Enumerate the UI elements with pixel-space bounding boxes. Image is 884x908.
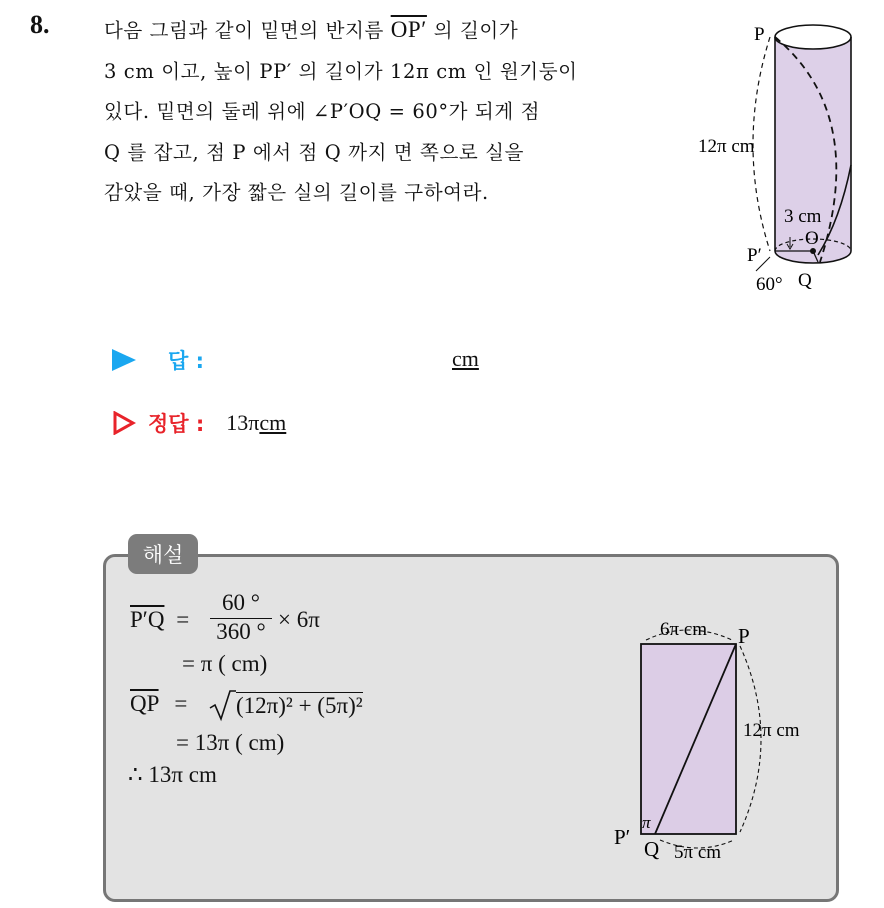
explanation-line-2: = π ( cm): [182, 651, 268, 676]
label-pi: π: [642, 813, 651, 832]
correct-answer-row: [112, 408, 286, 438]
fraction-numerator: 60 °: [222, 590, 260, 615]
cylinder-figure: [690, 15, 870, 300]
correct-value-number: 13π: [226, 410, 260, 435]
explanation-line-1: [130, 607, 189, 633]
segment-p-prime-q: P′Q: [130, 607, 165, 632]
cylinder-top-face: [775, 25, 851, 49]
explanation-line-3: [130, 691, 187, 717]
explanation-line-5: ∴ 13π cm: [128, 762, 217, 787]
sqrt-icon: [208, 688, 236, 722]
label-q: Q: [644, 837, 660, 861]
net-rectangle: [641, 644, 736, 834]
correct-label: 정답 :: [148, 412, 205, 436]
segment-qp: $\overline{QP}$: [130, 691, 159, 716]
question-line-3: 있다. 밑면의 둘레 위에 ∠P′OQ = 60°가 되게 점: [104, 100, 541, 123]
label-bottom: 5π cm: [674, 842, 722, 863]
question-number: 8.: [30, 10, 50, 39]
fraction: [210, 590, 272, 645]
fraction-tail: × 6π: [278, 607, 320, 632]
correct-value-unit: cm: [259, 410, 287, 435]
label-right: 12π cm: [743, 720, 800, 741]
height-dimension-arc: [753, 37, 770, 251]
question-line-1-pre: 다음 그림과 같이 밑면의 반지름: [104, 19, 391, 42]
answer-row: [112, 345, 204, 375]
question-line-1: [104, 10, 674, 52]
explanation-tag: 해설: [128, 534, 198, 574]
equals-sign: =: [176, 607, 190, 632]
label-p-prime: P′: [747, 245, 762, 266]
net-figure: [610, 612, 825, 867]
label-angle: 60°: [756, 274, 783, 295]
fraction-denominator: 360 °: [210, 618, 272, 645]
play-marker-icon: [112, 349, 136, 371]
label-o: O: [805, 228, 819, 249]
question-line-1-post: 의 길이가: [426, 19, 519, 42]
label-p: P: [754, 24, 765, 45]
question-line-2: 3 cm 이고, 높이 PP′ 의 길이가 12π cm 인 원기둥이: [104, 59, 578, 83]
equals-sign-2: =: [174, 691, 188, 716]
question-text: [104, 10, 674, 214]
label-height: 12π cm: [698, 136, 755, 157]
correct-value: [226, 410, 286, 436]
label-q: Q: [798, 270, 812, 291]
label-top: 6π cm: [660, 619, 708, 640]
explanation-line-4: = 13π ( cm): [176, 730, 285, 755]
label-radius: 3 cm: [784, 206, 822, 227]
radicand: (12π)² + (5π)²: [236, 693, 363, 718]
answer-unit: cm: [452, 346, 479, 371]
segment-op-prime: OP′: [390, 17, 427, 42]
hollow-triangle-icon: [112, 411, 136, 435]
label-p: P: [738, 624, 750, 648]
label-p-prime: P′: [614, 825, 631, 849]
question-line-5: 감았을 때, 가장 짧은 실의 길이를 구하여라.: [104, 181, 489, 204]
question-line-4: Q 를 잡고, 점 P 에서 점 Q 까지 면 쪽으로 실을: [104, 140, 525, 164]
answer-label: 답 :: [168, 349, 204, 373]
